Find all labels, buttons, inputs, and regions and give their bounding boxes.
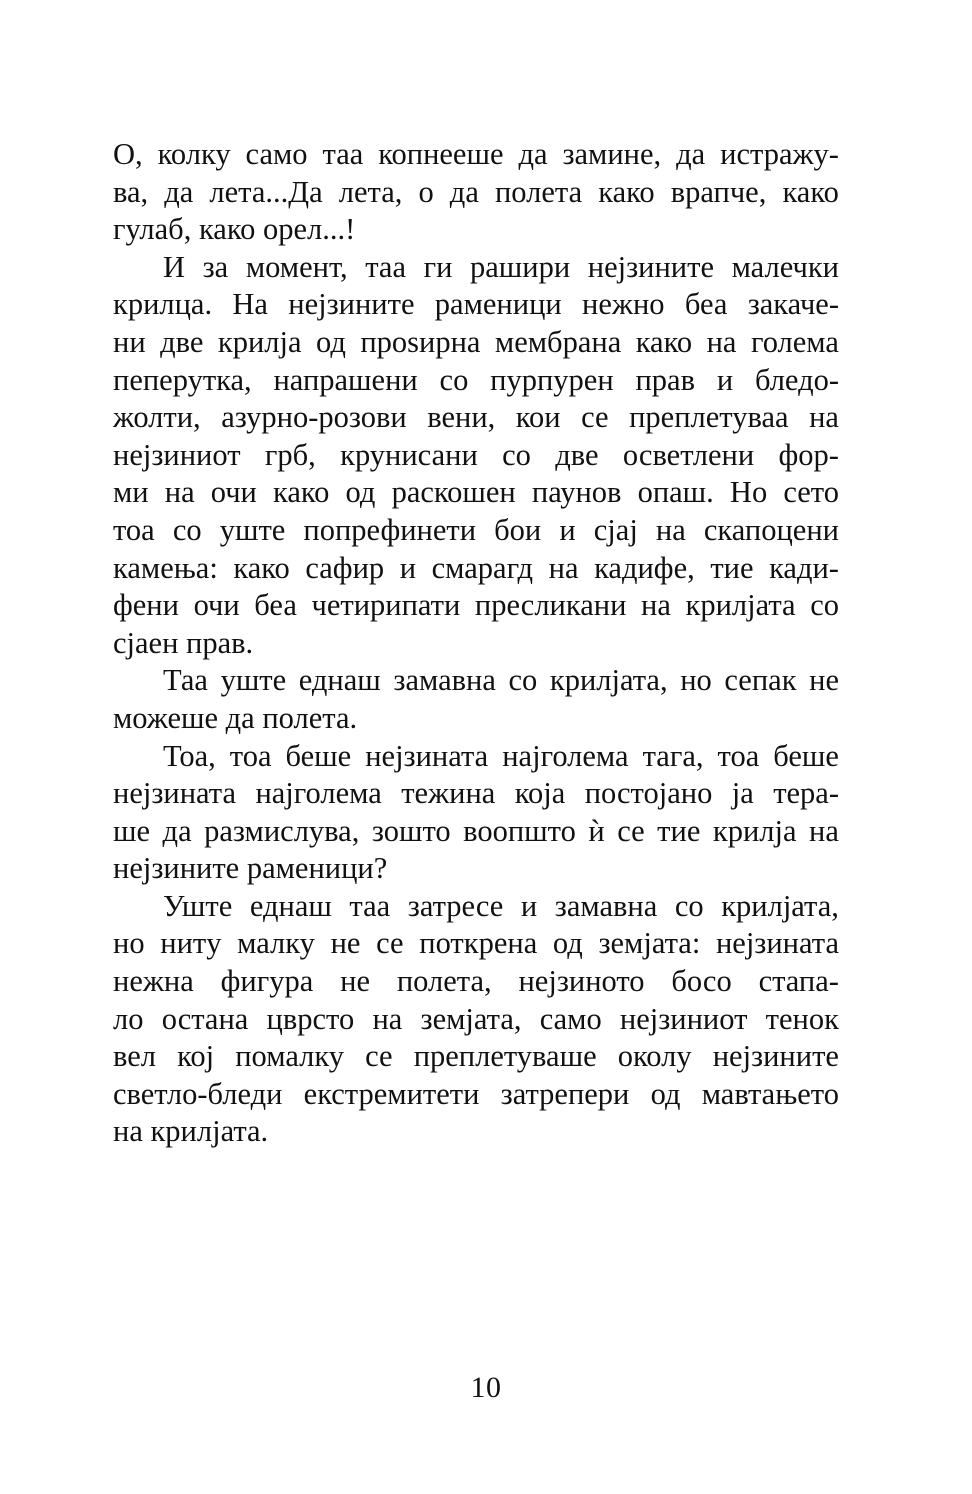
- word: смарагд: [431, 550, 534, 585]
- word: се: [617, 813, 645, 848]
- word: постојано: [584, 776, 713, 811]
- word: ше: [113, 813, 151, 848]
- word: крилца.: [113, 287, 213, 322]
- word: се: [581, 400, 609, 435]
- word: екстремитети: [303, 1076, 480, 1111]
- word: околу: [617, 1039, 692, 1074]
- word: лета,: [338, 174, 403, 209]
- word: и: [399, 550, 417, 585]
- word: Таа: [163, 663, 208, 698]
- word: замавна: [393, 663, 496, 698]
- word: скапоцени: [703, 512, 839, 547]
- text-line: [113, 249, 839, 287]
- word: вени,: [427, 400, 496, 435]
- word: ги: [423, 249, 453, 284]
- word: О,: [113, 137, 143, 171]
- word: замавна: [554, 888, 658, 923]
- word: замине,: [562, 137, 662, 171]
- word: нејзините: [288, 287, 415, 322]
- text-line: сјаен прав.: [113, 625, 254, 660]
- word: со: [508, 663, 538, 698]
- word: како: [782, 174, 839, 209]
- word: малечки: [731, 249, 839, 284]
- word: фени: [113, 588, 179, 623]
- word: пресликани: [474, 588, 627, 623]
- word: затрепери: [500, 1076, 630, 1111]
- word: проѕирна: [360, 324, 481, 359]
- word: на: [164, 475, 195, 510]
- word: да: [676, 137, 706, 171]
- text-line: [113, 324, 839, 362]
- word: врапче,: [670, 174, 767, 209]
- word: не: [340, 964, 370, 999]
- word: земјата,: [420, 1001, 522, 1036]
- word: тие: [710, 550, 754, 585]
- word: фор-: [778, 437, 839, 472]
- word: паунов: [531, 475, 622, 510]
- word: земјата:: [598, 926, 701, 961]
- word: две: [555, 437, 599, 472]
- word: од: [650, 1076, 681, 1111]
- word: цврсто: [266, 1001, 355, 1036]
- word: очи: [210, 475, 257, 510]
- word: лета...Да: [209, 174, 323, 209]
- word: еднаш: [249, 888, 332, 923]
- word: Но: [729, 475, 768, 510]
- word: азурно-розови: [221, 400, 407, 435]
- word: таа: [349, 888, 391, 923]
- word: нејзините: [587, 249, 714, 284]
- word: на: [809, 400, 839, 435]
- word: фигура: [220, 964, 314, 999]
- word: мавтањето: [701, 1076, 839, 1111]
- page-number: 10: [470, 1371, 502, 1404]
- word: и: [716, 362, 734, 397]
- text-line: [113, 738, 839, 776]
- word: уште: [220, 663, 287, 698]
- paragraph: [113, 249, 839, 663]
- word: ло: [113, 1001, 144, 1036]
- word: со: [172, 512, 202, 547]
- word: остана: [161, 1001, 249, 1036]
- word: но: [113, 926, 145, 961]
- word: босо: [671, 964, 732, 999]
- word: таа: [322, 137, 364, 171]
- word: нејзината: [715, 926, 839, 961]
- word: нејзиниот: [113, 437, 241, 472]
- word: од: [345, 475, 376, 510]
- word: уште: [219, 512, 286, 547]
- word: со: [674, 888, 704, 923]
- paragraph: [113, 888, 839, 1151]
- word: но: [680, 663, 712, 698]
- text-line: [113, 550, 839, 588]
- word: На: [232, 287, 268, 322]
- word: како: [273, 475, 330, 510]
- word: најголема: [255, 776, 382, 811]
- word: помалку: [235, 1039, 344, 1074]
- word: не: [809, 663, 839, 698]
- word: нејзината: [365, 738, 489, 773]
- word: момент,: [245, 249, 348, 284]
- word: да: [162, 813, 192, 848]
- text-line: [113, 888, 839, 926]
- word: сафир: [305, 550, 385, 585]
- word: нежно: [582, 287, 665, 322]
- paragraph: [113, 738, 839, 888]
- word: беше: [773, 738, 839, 773]
- word: И: [163, 249, 186, 284]
- text-line: [113, 1038, 839, 1076]
- word: пеперутка,: [113, 362, 252, 397]
- word: на: [809, 813, 839, 848]
- word: попрефинети: [303, 512, 477, 547]
- word: крилјата: [685, 588, 796, 623]
- word: преплетуваше: [413, 1039, 597, 1074]
- word: поткрена: [419, 926, 538, 961]
- word: ја: [731, 776, 754, 811]
- word: со: [439, 362, 469, 397]
- word: крилја: [217, 324, 302, 359]
- text-line: [113, 362, 839, 400]
- word: мембрана: [494, 324, 622, 359]
- word: кадифе,: [594, 550, 695, 585]
- text-line: [113, 286, 839, 324]
- word: раскошен: [391, 475, 516, 510]
- word: светло-бледи: [113, 1076, 283, 1111]
- text-line: можеше да полета.: [113, 700, 358, 735]
- word: нејзините: [712, 1039, 839, 1074]
- word: тоа: [717, 738, 760, 773]
- word: сето: [783, 475, 839, 510]
- word: кои: [515, 400, 561, 435]
- word: кади-: [769, 550, 839, 585]
- word: колку: [157, 137, 231, 171]
- word: крилјата,: [549, 663, 668, 698]
- word: преплетуваа: [629, 400, 789, 435]
- word: нејзиното: [518, 964, 645, 999]
- word: нејзиниот: [619, 1001, 748, 1036]
- word: најголема: [502, 738, 629, 773]
- word: истражу-: [720, 137, 839, 171]
- word: на: [372, 1001, 403, 1036]
- word: која: [514, 776, 566, 811]
- word: и: [559, 512, 576, 547]
- word: кој: [177, 1039, 215, 1074]
- word: тие: [657, 813, 701, 848]
- word: стапа-: [758, 964, 839, 999]
- word: се: [376, 926, 404, 961]
- word: да: [164, 174, 194, 209]
- word: вел: [113, 1039, 156, 1074]
- word: камења:: [113, 550, 218, 585]
- word: тоа: [229, 738, 272, 773]
- word: голема: [750, 324, 839, 359]
- word: тежина: [401, 776, 496, 811]
- text-line: [113, 925, 839, 963]
- word: раменици: [434, 287, 562, 322]
- word: нејзината: [113, 776, 237, 811]
- word: нитy: [160, 926, 222, 961]
- word: ва,: [113, 174, 149, 209]
- text-line: [113, 174, 839, 212]
- text-line: [113, 1076, 839, 1114]
- word: беа: [254, 588, 297, 623]
- word: на: [548, 550, 579, 585]
- word: осветлени: [622, 437, 755, 472]
- word: Уште: [163, 888, 233, 923]
- word: тера-: [773, 776, 839, 811]
- word: на: [641, 588, 671, 623]
- word: опаш.: [637, 475, 714, 510]
- word: сепак: [724, 663, 797, 698]
- word: напрашени: [273, 362, 418, 397]
- word: за: [202, 249, 229, 284]
- word: беше: [285, 738, 352, 773]
- text-line: [113, 587, 839, 625]
- word: малку: [237, 926, 315, 961]
- word: полета: [494, 174, 583, 209]
- word: од: [552, 926, 583, 961]
- word: на: [706, 324, 737, 359]
- word: ни: [113, 324, 146, 359]
- word: таа: [365, 249, 406, 284]
- word: се: [365, 1039, 393, 1074]
- word: тенок: [765, 1001, 839, 1036]
- text-line: [113, 474, 839, 512]
- word: затресе: [407, 888, 504, 923]
- text-line: нејзините раменици?: [113, 851, 388, 886]
- word: да: [449, 174, 479, 209]
- word: о: [418, 174, 434, 209]
- word: од: [315, 324, 346, 359]
- word: закаче-: [747, 287, 839, 322]
- word: да: [518, 137, 548, 171]
- word: грб,: [264, 437, 316, 472]
- word: очи: [193, 588, 240, 623]
- word: тоа: [113, 512, 155, 547]
- word: пурпурен: [490, 362, 614, 397]
- word: зошто: [371, 813, 451, 848]
- word: како: [598, 174, 655, 209]
- word: крилјата,: [721, 888, 839, 923]
- word: тага,: [642, 738, 704, 773]
- text-line: [113, 512, 839, 550]
- word: прав: [635, 362, 695, 397]
- word: жолти,: [113, 400, 201, 435]
- word: со: [810, 588, 839, 623]
- word: крунисани: [340, 437, 478, 472]
- word: на: [655, 512, 686, 547]
- paragraph: [113, 662, 839, 737]
- word: само: [245, 137, 308, 171]
- text-line: [113, 1001, 839, 1039]
- text-line: на крилјата.: [113, 1114, 269, 1149]
- word: воопшто: [463, 813, 576, 848]
- word: не: [330, 926, 361, 961]
- word: копнееше: [378, 137, 504, 171]
- word: ѝ: [588, 813, 605, 848]
- word: две: [160, 324, 204, 359]
- word: бледо-: [754, 362, 839, 397]
- text-line: [113, 136, 839, 174]
- text-line: гулаб, како орел...!: [113, 212, 356, 247]
- word: сјај: [593, 512, 638, 547]
- word: Тоа,: [163, 738, 216, 773]
- word: четирипати: [311, 588, 461, 623]
- word: како: [233, 550, 290, 585]
- text-line: [113, 775, 839, 813]
- word: полета,: [396, 964, 492, 999]
- word: крилја: [712, 813, 797, 848]
- word: бои: [494, 512, 542, 547]
- word: како: [635, 324, 693, 359]
- word: беа: [684, 287, 728, 322]
- text-line: [113, 399, 839, 437]
- text-line: [113, 662, 839, 700]
- body-text: [113, 136, 839, 1151]
- text-line: [113, 437, 839, 475]
- word: нежна: [113, 964, 194, 999]
- word: размислува,: [204, 813, 360, 848]
- text-line: [113, 813, 839, 851]
- word: само: [539, 1001, 602, 1036]
- word: и: [520, 888, 538, 923]
- word: со: [502, 437, 531, 472]
- word: ми: [113, 475, 149, 510]
- word: рашири: [470, 249, 571, 284]
- word: еднаш: [298, 663, 381, 698]
- text-line: [113, 963, 839, 1001]
- paragraph: [113, 136, 839, 249]
